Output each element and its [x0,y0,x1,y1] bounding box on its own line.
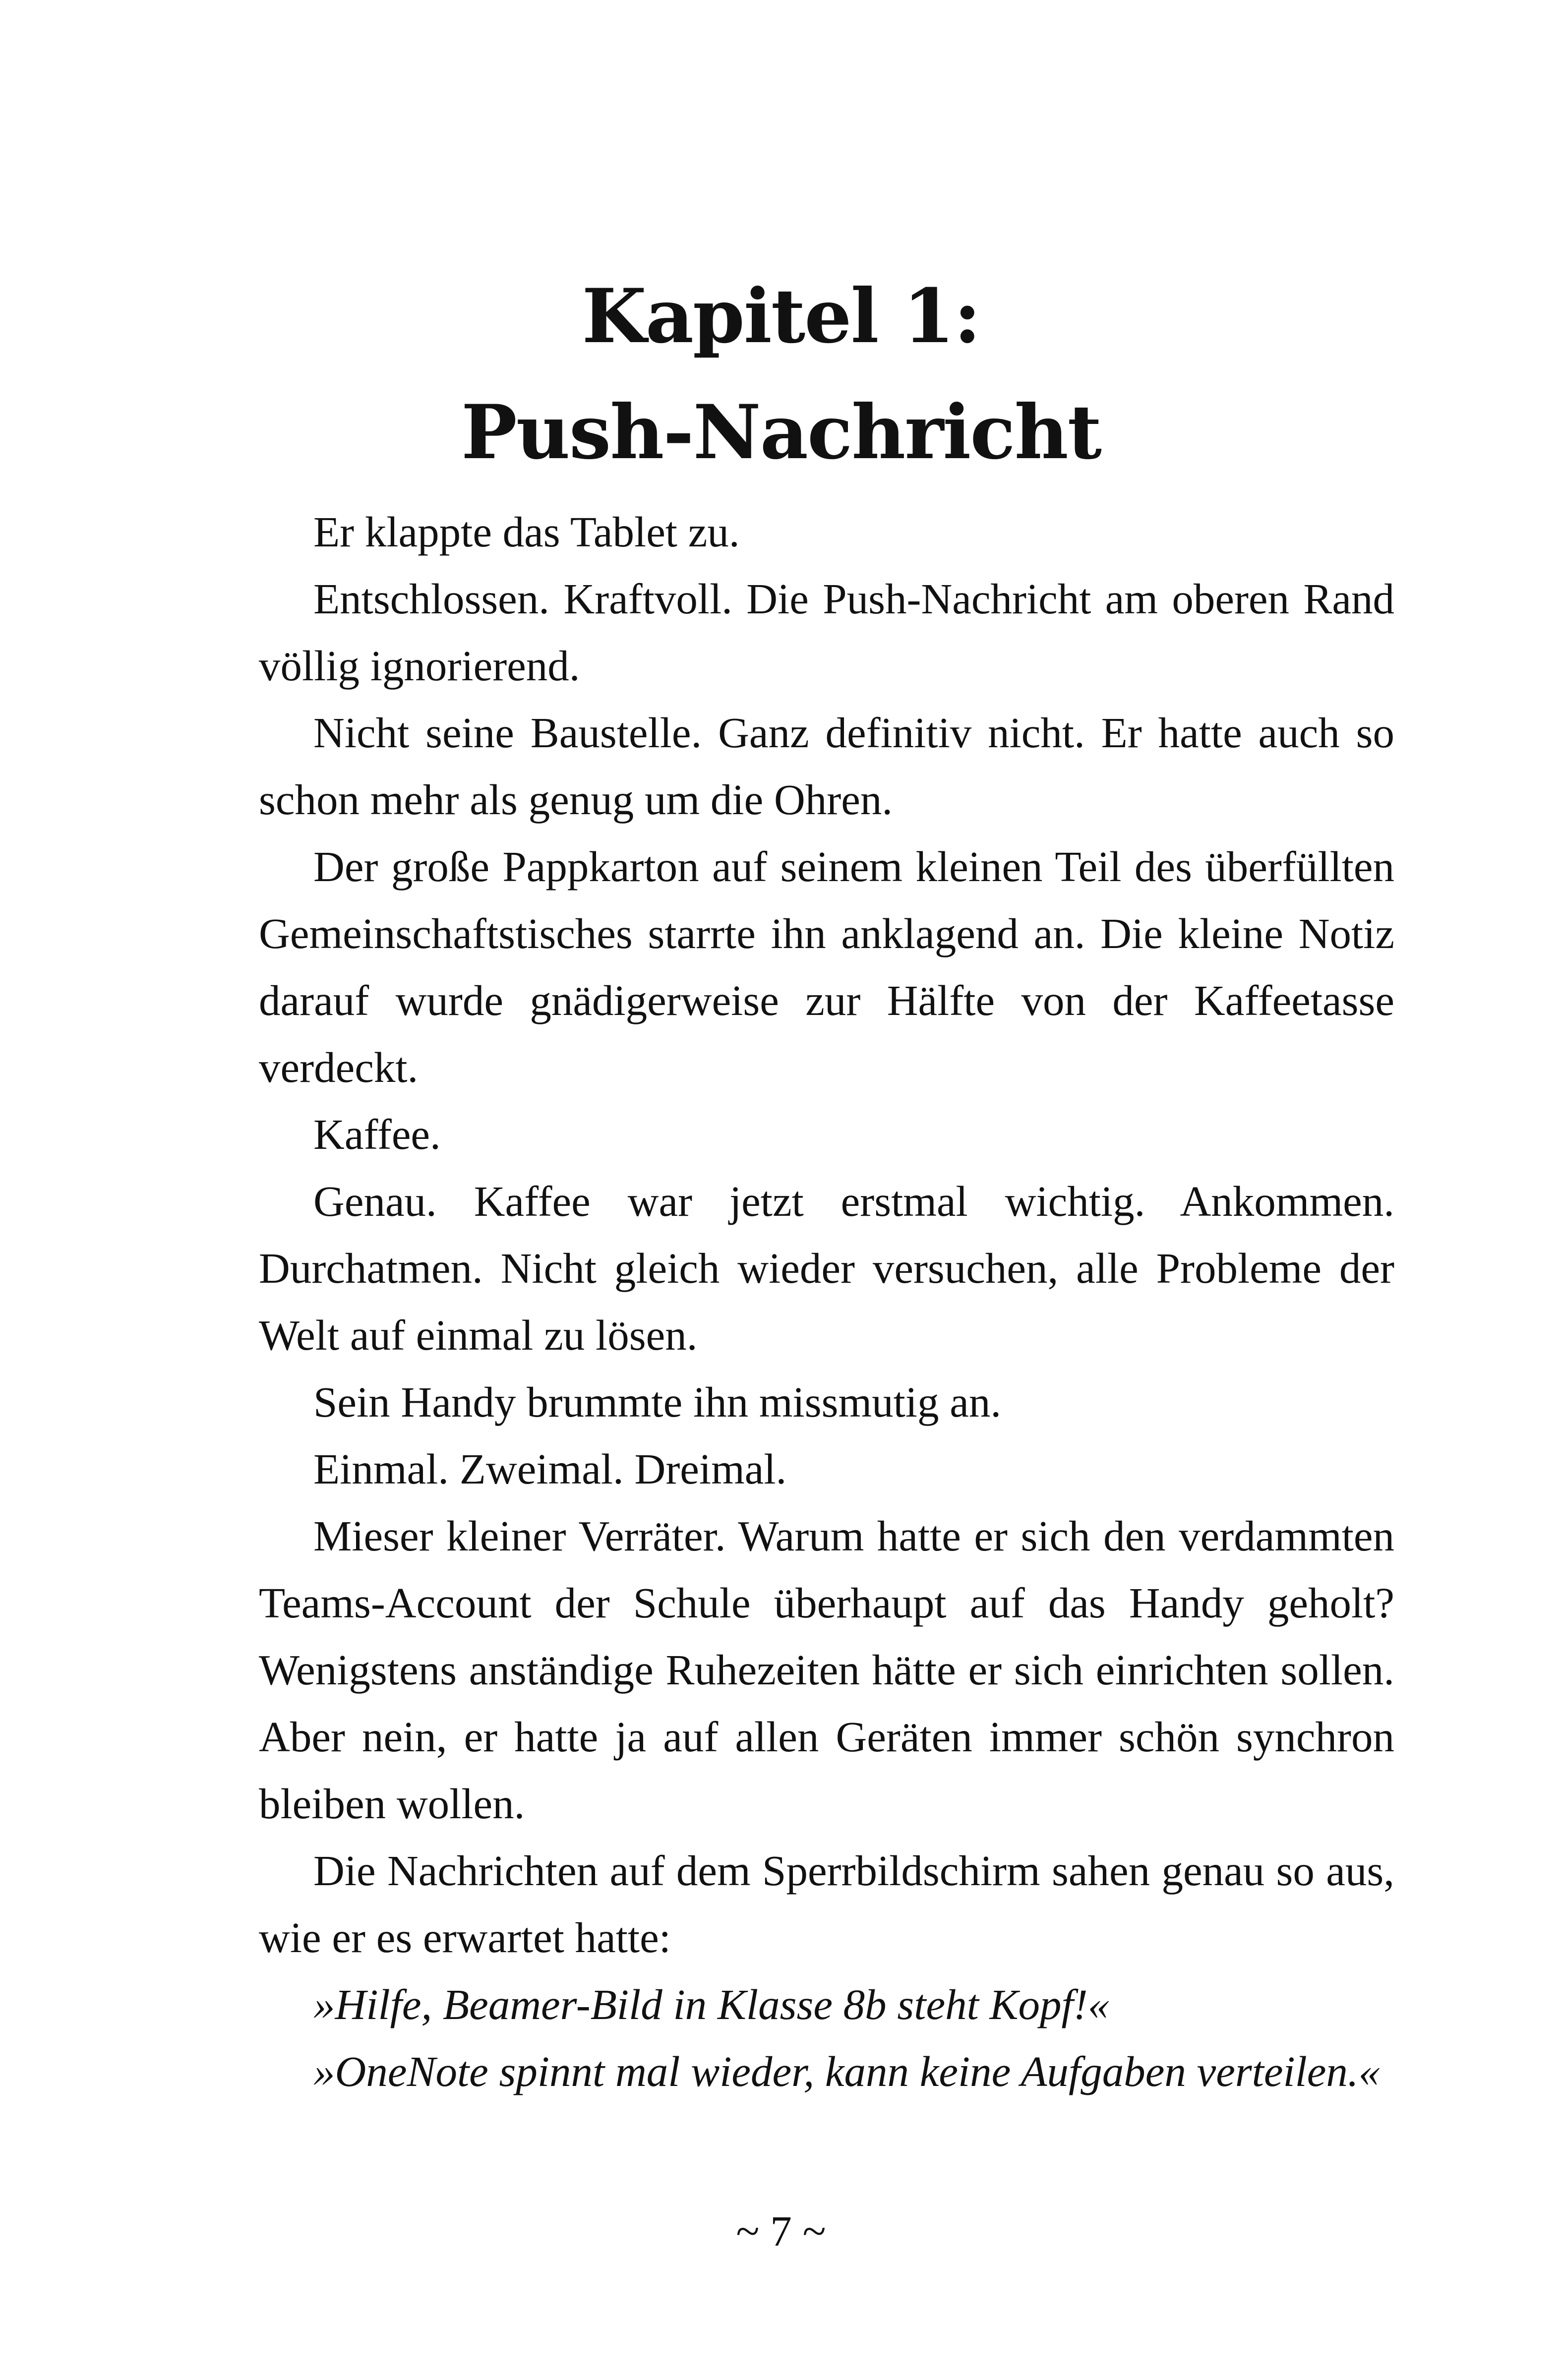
paragraph: Er klappte das Tablet zu. [313,508,740,556]
page-number: ~ 7 ~ [736,2207,826,2255]
paragraph: Genau. Kaffee war jetzt erstmal wichtig. Ankommen. Durchatmen. Nicht gleich wieder versuchen, alle Probleme der Welt auf einmal zu lösen. [259,1177,1394,1359]
paragraph: Entschlossen. Kraftvoll. Die Push-Nachricht am oberen Rand völlig ignorierend. [259,575,1394,690]
quoted-message: »Hilfe, Beamer-Bild in Klasse 8b steht Kopf!« [313,1980,1110,2028]
paragraph: Mieser kleiner Verräter. Warum hatte er sich den verdammten Teams-Account der Schule überhaupt auf das Handy geholt? Wenigstens anständige Ruhezeiten hätte er sich einrichten sollen. Aber nein, er hatte ja auf allen Geräten immer schön synchron bleiben wollen. [259,1512,1394,1828]
quoted-message: »OneNote spinnt mal wieder, kann keine Aufgaben verteilen.« [313,2047,1381,2095]
chapter-title-line-1: Kapitel 1: [582,272,980,360]
chapter-heading [0,258,1562,490]
paragraph: Nicht seine Baustelle. Ganz definitiv nicht. Er hatte auch so schon mehr als genug um die Ohren. [259,709,1394,824]
paragraph: Die Nachrichten auf dem Sperrbildschirm sahen genau so aus, wie er es erwartet hatte: [259,1846,1394,1962]
paragraph: Der große Pappkarton auf seinem kleinen Teil des überfüllten Gemeinschaftstisches starrte ihn anklagend an. Die kleine Notiz darauf wurde gnädigerweise zur Hälfte von der Kaffeetasse verdeckt. [259,842,1394,1091]
chapter-title-line-2: Push-Nachricht [461,388,1101,476]
body-text [259,498,1394,2105]
paragraph: Sein Handy brummte ihn missmutig an. [313,1378,1002,1426]
paragraph: Einmal. Zweimal. Dreimal. [313,1445,787,1493]
paragraph: Kaffee. [313,1110,441,1158]
